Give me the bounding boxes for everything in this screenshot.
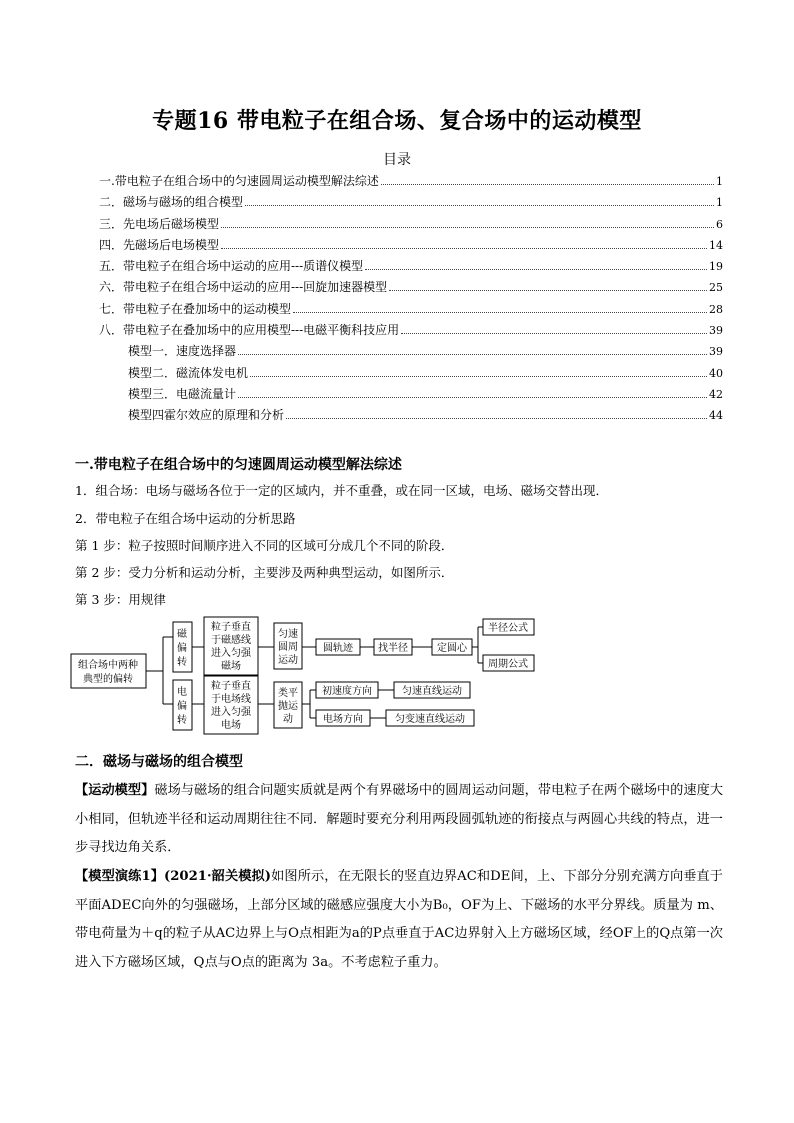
toc-leader <box>221 248 707 249</box>
flow-root-line: 组合场中两种 <box>78 660 138 671</box>
flow-mag-step: 圆轨迹 <box>323 643 353 654</box>
model-paragraph <box>75 777 723 863</box>
toc-leader <box>238 397 707 398</box>
flow-ele-label: 偏 <box>177 701 187 712</box>
toc-leader <box>381 184 714 185</box>
toc-leader <box>389 290 707 291</box>
flow-mag-step: 定圆心 <box>437 643 467 654</box>
toc-entry-label: 六．带电粒子在组合场中运动的应用---回旋加速器模型 <box>99 280 388 295</box>
model-tag: 【运动模型】 <box>75 783 155 798</box>
table-of-contents <box>99 171 723 427</box>
exercise-text: 如图所示，在无限长的竖直边界AC和DE间，上、下部分分别充满方向垂直于平面ADEC向外的匀强磁场，上部分区域的磁感应强度大小为B₀，OF为上、下磁场的水平分界线。质量为 m、带电荷量为＋q的粒子从AC边界上与O点相距为a的P点垂直于AC边界射入上方磁场区域，经OF上的Q点第一次进入下方磁场区域，Q点与O点的距离为 3a。不考虑粒子重力。 <box>75 869 723 970</box>
flow-ele-label: 电 <box>177 687 187 698</box>
flow-ele-motion: 抛运 <box>278 701 298 712</box>
toc-entry-label: 七．带电粒子在叠加场中的运动模型 <box>99 301 292 316</box>
toc-entry-page: 40 <box>709 366 723 380</box>
flow-ele-desc: 进入匀强 <box>211 707 251 718</box>
toc-entry-label: 二．磁场与磁场的组合模型 <box>99 195 244 210</box>
paragraph: 第 3 步：用规律 <box>75 592 166 607</box>
flow-mag-label: 偏 <box>177 643 187 654</box>
model-text: 磁场与磁场的组合问题实质就是两个有界磁场中的圆周运动问题，带电粒子在两个磁场中的速度大小相同，但轨迹半径和运动周期往往不同．解题时要充分利用两段圆弧轨迹的衔接点与两圆心共线的特点，进一步寻找边角关系． <box>75 783 724 855</box>
toc-leader <box>245 205 714 206</box>
flow-ele-dir: 初速度方向 <box>322 686 372 697</box>
toc-entry-page: 19 <box>709 260 723 274</box>
toc-entry-label: 模型一．速度选择器 <box>128 344 237 359</box>
deflection-flowchart <box>70 612 540 738</box>
flow-ele-desc: 于电场线 <box>211 694 251 705</box>
toc-entry-label: 五．带电粒子在组合场中运动的应用---质谱仪模型 <box>99 259 364 274</box>
section-heading: 二．磁场与磁场的组合模型 <box>75 754 243 770</box>
flow-mag-motion: 圆周 <box>278 642 298 653</box>
toc-entry-label: 模型三．电磁流量计 <box>128 386 237 401</box>
toc-entry-label: 模型二．磁流体发电机 <box>128 365 249 380</box>
toc-entry[interactable] <box>99 192 723 213</box>
paragraph: 1．组合场：电场与磁场各位于一定的区域内，并不重叠，或在同一区域，电场、磁场交替出现． <box>75 483 608 498</box>
toc-leader <box>221 227 714 228</box>
toc-entry-label: 八．带电粒子在叠加场中的应用模型---电磁平衡科技应用 <box>99 323 400 338</box>
toc-entry[interactable] <box>99 341 723 362</box>
toc-entry-page: 1 <box>716 196 723 210</box>
toc-entry-label: 一.带电粒子在组合场中的匀速圆周运动模型解法综述 <box>99 174 379 188</box>
flow-ele-desc: 电场 <box>221 720 241 731</box>
toc-heading: 目录 <box>383 152 411 168</box>
toc-leader <box>365 269 707 270</box>
toc-entry-page: 1 <box>716 175 723 188</box>
toc-entry[interactable] <box>99 405 723 426</box>
flow-mag-desc: 进入匀强 <box>211 648 251 659</box>
flow-mag-desc: 于磁感线 <box>211 635 251 646</box>
toc-entry[interactable] <box>99 384 723 405</box>
section-heading: 一.带电粒子在组合场中的匀速圆周运动模型解法综述 <box>75 457 402 473</box>
toc-entry-label: 四．先磁场后电场模型 <box>99 237 220 252</box>
toc-entry-page: 6 <box>716 217 723 231</box>
toc-entry-page: 44 <box>709 409 723 423</box>
toc-entry[interactable] <box>99 214 723 235</box>
flow-mag-step: 找半径 <box>378 643 408 654</box>
flow-ele-motion: 动 <box>283 714 293 725</box>
flow-ele-label: 转 <box>177 715 187 726</box>
toc-entry-page: 39 <box>709 324 723 338</box>
toc-entry-page: 28 <box>709 302 723 316</box>
toc-entry-page: 14 <box>709 238 723 252</box>
exercise-source: (2021·韶关模拟) <box>164 869 272 884</box>
flow-mag-result: 半径公式 <box>488 623 528 634</box>
toc-entry-label: 三．先电场后磁场模型 <box>99 216 220 231</box>
toc-entry[interactable] <box>99 171 723 192</box>
page-title: 专题16 带电粒子在组合场、复合场中的运动模型 <box>152 108 642 134</box>
flow-mag-label: 转 <box>177 657 187 668</box>
toc-entry-page: 42 <box>709 387 723 401</box>
flow-mag-desc: 粒子垂直 <box>211 622 251 633</box>
toc-leader <box>238 354 707 355</box>
flow-ele-result: 匀速直线运动 <box>402 686 462 697</box>
flow-ele-result: 匀变速直线运动 <box>395 714 465 725</box>
flow-root-line: 典型的偏转 <box>83 674 133 685</box>
toc-leader <box>401 333 707 334</box>
toc-leader <box>250 376 707 377</box>
flow-ele-desc: 粒子垂直 <box>211 681 251 692</box>
toc-entry-page: 25 <box>709 281 723 295</box>
toc-entry[interactable] <box>99 320 723 341</box>
paragraph: 第 1 步：粒子按照时间顺序进入不同的区域可分成几个不同的阶段． <box>75 538 454 553</box>
toc-entry[interactable] <box>99 299 723 320</box>
paragraph: 第 2 步：受力分析和运动分析，主要涉及两种典型运动，如图所示． <box>75 565 454 580</box>
toc-entry[interactable] <box>99 235 723 256</box>
toc-leader <box>286 418 707 419</box>
toc-entry[interactable] <box>99 363 723 384</box>
exercise-paragraph <box>75 863 723 977</box>
flow-mag-result: 周期公式 <box>488 659 528 670</box>
exercise-tag: 【模型演练1】 <box>75 869 165 884</box>
flow-mag-motion: 运动 <box>278 655 298 666</box>
toc-entry[interactable] <box>99 277 723 298</box>
toc-leader <box>293 312 707 313</box>
flow-ele-motion: 类平 <box>278 688 298 699</box>
toc-entry[interactable] <box>99 256 723 277</box>
paragraph: 2．带电粒子在组合场中运动的分析思路 <box>75 511 296 526</box>
toc-entry-page: 39 <box>709 345 723 359</box>
flow-ele-dir: 电场方向 <box>323 714 363 725</box>
flow-mag-motion: 匀速 <box>278 629 298 640</box>
flow-mag-desc: 磁场 <box>221 661 241 672</box>
flow-mag-label: 磁 <box>177 629 187 640</box>
toc-entry-label: 模型四霍尔效应的原理和分析 <box>128 408 285 423</box>
